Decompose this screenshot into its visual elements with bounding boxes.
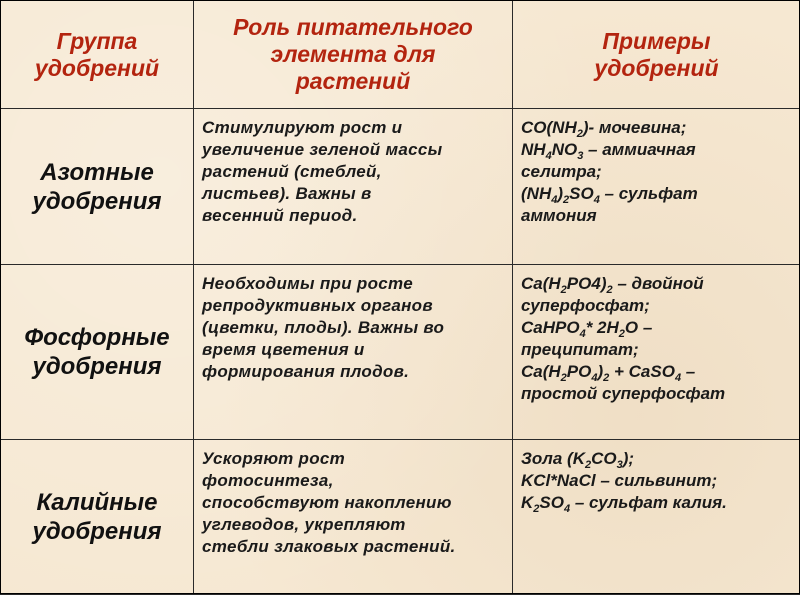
group-name-line: Калийные bbox=[1, 488, 193, 517]
example-text: селитра; bbox=[521, 162, 602, 181]
group-name-line: удобрения bbox=[1, 187, 193, 216]
example-text: Зола (K bbox=[521, 449, 585, 468]
subscript: 4 bbox=[564, 503, 570, 515]
group-name-line: Азотные bbox=[1, 158, 193, 187]
example-text: NH bbox=[521, 140, 546, 159]
subscript: 2 bbox=[561, 372, 567, 384]
example-text: + CaSO bbox=[609, 362, 675, 381]
example-text: PO4) bbox=[567, 274, 607, 293]
role-line: Ускоряют рост bbox=[202, 448, 506, 470]
subscript: 3 bbox=[577, 150, 583, 162]
header-group-line: удобрений bbox=[7, 55, 187, 82]
example-text: * 2H bbox=[586, 318, 619, 337]
example-text: CO(NH bbox=[521, 118, 577, 137]
example-text: Ca(H bbox=[521, 274, 561, 293]
subscript: 3 bbox=[617, 459, 623, 471]
example-text: )- мочевина; bbox=[583, 118, 687, 137]
subscript: 2 bbox=[606, 284, 612, 296]
example-text: SO bbox=[569, 184, 594, 203]
role-line: растений (стеблей, bbox=[202, 161, 506, 183]
group-name-line: удобрения bbox=[1, 352, 193, 381]
role-line: (цветки, плоды). Важны во bbox=[202, 317, 506, 339]
role-line: способствуют накоплению bbox=[202, 492, 506, 514]
example-text: CaHPO bbox=[521, 318, 580, 337]
subscript: 4 bbox=[551, 194, 557, 206]
example-text: K bbox=[521, 493, 533, 512]
subscript: 4 bbox=[546, 150, 552, 162]
example-text: суперфосфат; bbox=[521, 296, 650, 315]
example-text: – сульфат bbox=[600, 184, 698, 203]
example-text: простой суперфосфат bbox=[521, 384, 725, 403]
example-text: NO bbox=[552, 140, 578, 159]
header-group-line: Группа bbox=[7, 28, 187, 55]
header-role-line: Роль питательного bbox=[200, 14, 506, 41]
subscript: 4 bbox=[675, 372, 681, 384]
role-line: репродуктивных органов bbox=[202, 295, 506, 317]
subscript: 2 bbox=[585, 459, 591, 471]
group-name-line: Фосфорные bbox=[1, 323, 193, 352]
role-line: время цветения и bbox=[202, 339, 506, 361]
role-line: стебли злаковых растений. bbox=[202, 536, 506, 558]
example-text: O – bbox=[625, 318, 652, 337]
role-line: весенний период. bbox=[202, 205, 506, 227]
subscript: 2 bbox=[619, 328, 625, 340]
header-examples-line: Примеры bbox=[519, 28, 794, 55]
header-role-line: элемента для bbox=[200, 41, 506, 68]
subscript: 2 bbox=[577, 128, 583, 140]
example-text: – сульфат калия. bbox=[570, 493, 727, 512]
example-text: KCl*NaCl – сильвинит; bbox=[521, 471, 717, 490]
example-text: CO bbox=[591, 449, 617, 468]
subscript: 4 bbox=[591, 372, 597, 384]
role-line: углеводов, укрепляют bbox=[202, 514, 506, 536]
subscript: 2 bbox=[603, 372, 609, 384]
example-text: ); bbox=[623, 449, 634, 468]
example-text: Ca(H bbox=[521, 362, 561, 381]
role-line: Стимулируют рост и bbox=[202, 117, 506, 139]
example-text: аммония bbox=[521, 206, 597, 225]
example-text: ) bbox=[557, 184, 563, 203]
example-text: – bbox=[681, 362, 695, 381]
group-name-line: удобрения bbox=[1, 517, 193, 546]
header-role-line: растений bbox=[200, 68, 506, 95]
example-text: – аммиачная bbox=[583, 140, 695, 159]
example-text: преципитат; bbox=[521, 340, 639, 359]
example-text: – двойной bbox=[613, 274, 704, 293]
example-text: PO bbox=[567, 362, 592, 381]
subscript: 4 bbox=[594, 194, 600, 206]
subscript: 2 bbox=[561, 284, 567, 296]
example-text: ) bbox=[597, 362, 603, 381]
header-examples-line: удобрений bbox=[519, 55, 794, 82]
role-line: Необходимы при росте bbox=[202, 273, 506, 295]
role-line: листьев). Важны в bbox=[202, 183, 506, 205]
subscript: 2 bbox=[563, 194, 569, 206]
example-text: (NH bbox=[521, 184, 551, 203]
subscript: 4 bbox=[580, 328, 586, 340]
example-text: SO bbox=[539, 493, 564, 512]
role-line: увеличение зеленой массы bbox=[202, 139, 506, 161]
subscript: 2 bbox=[533, 503, 539, 515]
role-line: формирования плодов. bbox=[202, 361, 506, 383]
role-line: фотосинтеза, bbox=[202, 470, 506, 492]
